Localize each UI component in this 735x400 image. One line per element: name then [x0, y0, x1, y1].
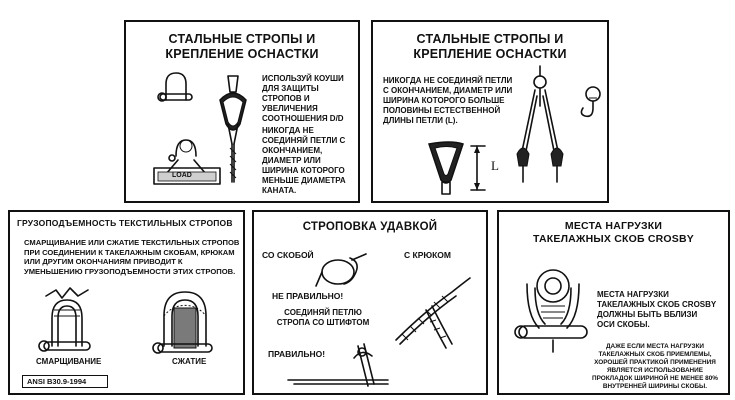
hook-icon	[579, 84, 609, 124]
thimble-sling-icon	[208, 74, 258, 184]
bunching-shackle-icon	[32, 286, 102, 356]
panel2-title-line2: КРЕПЛЕНИЕ ОСНАСТКИ	[413, 47, 567, 61]
panel4-text-join-pin: СОЕДИНЯЙ ПЕТЛЮ СТРОПА СО ШТИФТОМ	[276, 308, 370, 327]
label-squeezing: СЖАТИЕ	[172, 357, 207, 366]
panel1-title-line1: СТАЛЬНЫЕ СТРОПЫ И	[168, 32, 316, 46]
panel5-text-spacers: ДАЖЕ ЕСЛИ МЕСТА НАГРУЗКИ ТАКЕЛАЖНЫХ СКОБ ПРИЕМЛЕМЫ, ХОРОШЕЙ ПРАКТИКОЙ ПРИМЕНЕНИЯ ЯВЛЯЕТСЯ ИСПОЛЬЗОВАНИЕ ПРОКЛАДОК ШИРИНОЙ НЕ МЕНЕЕ 80% ВНУТРЕННЕЙ ШИРИНЫ СКОБЫ.	[592, 343, 718, 390]
load-label: LOAD	[172, 172, 192, 179]
label-right: ПРАВИЛЬНО!	[268, 349, 326, 359]
panel1-title	[126, 32, 358, 62]
loop-length-label: L	[491, 158, 499, 173]
label-with-hook: С КРЮКОМ	[404, 250, 452, 260]
label-bunching: СМАРЩИВАНИЕ	[36, 357, 102, 366]
choker-hook-rope-icon	[386, 270, 476, 360]
shackle-icon	[156, 70, 196, 104]
panel-crosby-shackle-loading	[497, 210, 730, 395]
panel1-title-line2: КРЕПЛЕНИЕ ОСНАСТКИ	[165, 47, 319, 61]
panel5-title-line1: МЕСТА НАГРУЗКИ	[564, 220, 663, 232]
panel1-text-never-join: НИКОГДА НЕ СОЕДИНЯЙ ПЕТЛИ С ОКОНЧАНИЕМ, ДИАМЕТР ИЛИ ШИРИНА КОТОРОГО МЕНЬШЕ ДИАМЕТРА КАНАТА.	[262, 126, 346, 195]
choker-right-icon	[284, 340, 394, 390]
panel1-text-thimbles: ИСПОЛЬЗУЙ КОУШИ ДЛЯ ЗАЩИТЫ СТРОПОВ И УВЕЛИЧЕНИЯ СООТНОШЕНИЯ D/D	[262, 74, 344, 123]
label-wrong: НЕ ПРАВИЛЬНО!	[272, 291, 344, 301]
ansi-standard-box	[22, 375, 108, 388]
panel4-title: СТРОПОВКА УДАВКОЙ	[302, 221, 438, 233]
panel2-title	[373, 32, 607, 62]
panel-steel-slings-loop-length	[371, 20, 609, 203]
panel2-title-line1: СТАЛЬНЫЕ СТРОПЫ И	[416, 32, 564, 46]
crosby-shackle-icon	[513, 256, 593, 356]
panel5-title-line2: ТАКЕЛАЖНЫХ СКОБ CROSBY	[533, 233, 694, 245]
panel5-text-loading: МЕСТА НАГРУЗКИ ТАКЕЛАЖНЫХ СКОБ CROSBY ДОЛЖНЫ БЫТЬ ВБЛИЗИ ОСИ СКОБЫ.	[597, 290, 717, 329]
squeezed-shackle-icon	[150, 286, 220, 356]
panel2-text-loop-rule: НИКОГДА НЕ СОЕДИНЯЙ ПЕТЛИ С ОКОНЧАНИЕМ, ДИАМЕТР ИЛИ ШИРИНА КОТОРОГО БОЛЬШЕ ПОЛОВИНЫ ЕСТЕСТВЕННОЙ ДЛИНЫ ПЕТЛИ (L).	[383, 76, 513, 125]
panel3-text-capacity: СМАРЩИВАНИЕ ИЛИ СЖАТИЕ ТЕКСТИЛЬНЫХ СТРОПОВ ПРИ СОЕДИНЕНИИ К ТАКЕЛАЖНЫМ СКОБАМ, КРЮКАМ ИЛИ ДРУГИМ ОКОНЧАНИЯМ ПРИВОДИТ К УМЕНЬШЕНИЮ ГРУЗОПОДЪЕМНОСТИ ЭТИХ СТРОПОВ.	[24, 238, 240, 276]
panel-choker-hitch	[252, 210, 488, 395]
label-with-shackle: СО СКОБОЙ	[262, 250, 314, 260]
panel3-title: ГРУЗОПОДЪЕМНОСТЬ ТЕКСТИЛЬНЫХ СТРОПОВ	[17, 218, 233, 228]
pulley-slings-icon	[515, 66, 565, 186]
panel5-title	[499, 220, 728, 246]
ansi-standard-label: ANSI B30.9-1994	[27, 377, 87, 386]
panel-textile-sling-capacity	[8, 210, 245, 395]
panel-steel-slings-thimbles	[124, 20, 360, 203]
